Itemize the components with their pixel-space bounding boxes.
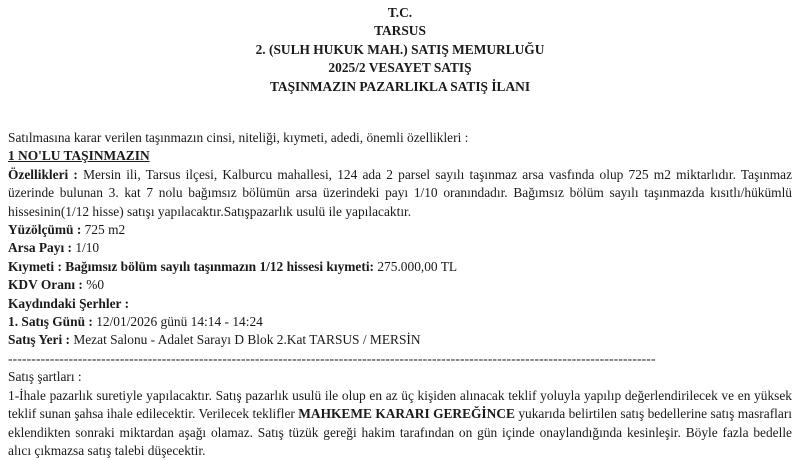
header-office: 2. (SULH HUKUK MAH.) SATIŞ MEMURLUĞU xyxy=(255,41,545,57)
land-share-label: Arsa Payı : xyxy=(8,240,72,256)
area-label: Yüzölçümü : xyxy=(8,222,82,238)
conditions-p1-emphasis: MAHKEME KARARI GEREĞİNCE xyxy=(298,406,515,422)
intro-text: Satılmasına karar verilen taşınmazın cinsi, niteliği, kıymeti, adedi, önemli özellikleri : xyxy=(8,130,469,145)
header-file-number: 2025/2 VESAYET SATIŞ xyxy=(328,60,472,76)
header-notice-title: TAŞINMAZIN PAZARLIKLA SATIŞ İLANI xyxy=(269,78,531,94)
sale-place-label: Satış Yeri : xyxy=(8,332,70,348)
sale-place-value: Mezat Salonu - Adalet Sarayı D Blok 2.Kat TARSUS / MERSİN xyxy=(69,332,421,348)
vat-label: KDV Oranı : xyxy=(8,277,83,293)
features-text: Mersin ili, Tarsus ilçesi, Kalburcu mahallesi, 124 ada 2 parsel sayılı taşınmaz arsa vasfında olup 725 m2 miktarlıdır. Taşınmaz üzerinde bulunan 3. kat 7 nolu bağımsız bölümün arsa üzerindeki payı 1/10 oranındadır. Bağımsız bölüm sayılı taşınmazda kısıtlı/hükümlü hissesinin(1/12 hisse) satışı yapılacaktır.Satışpazarlık usulü ile yapılacaktır. xyxy=(8,166,793,219)
separator-line: ------------------------------------------------------------------------------------------------------------------------------------------- xyxy=(8,350,656,366)
property-heading: 1 NO'LU TAŞINMAZIN xyxy=(8,148,150,164)
sale-date-label: 1. Satış Günü : xyxy=(8,314,93,330)
vat-row xyxy=(8,276,792,294)
land-share-row xyxy=(8,239,792,257)
land-share-value: 1/10 xyxy=(71,240,100,256)
conditions-p1-text-b: yukarıda belirtilen satış bedellerine satış masrafları eklendikten sonraki miktardan aşağı olamaz. Satış tüzük gereği hakim tarafından on gün içinde onaylandığında kesinleşir. Böyle fazla bedelle alıcı çıkmazsa satış talebi düşecektir. xyxy=(8,406,792,458)
conditions-p1-text-a: 1-İhale pazarlık suretiyle yapılacaktır. Satış pazarlık usulü ile olup en az üç kişiden alınacak teklif yoluyla yapılıp değerlendirilecek ve en yüksek teklif sunan şahsa ihale edilecektir. Verilecek teklifler xyxy=(8,387,792,422)
header-tc: T.C. xyxy=(387,5,413,20)
sale-date-value: 12/01/2026 günü 14:14 - 14:24 xyxy=(92,314,263,330)
vat-value: %0 xyxy=(82,277,105,293)
valuation-row xyxy=(8,258,792,276)
header-city: TARSUS xyxy=(374,23,426,39)
features-paragraph xyxy=(8,166,792,221)
area-value: 725 m2 xyxy=(81,222,126,238)
document-body xyxy=(8,129,792,460)
conditions-paragraph-1 xyxy=(8,387,792,460)
sale-place-row xyxy=(8,331,792,349)
document-header xyxy=(0,4,800,96)
area-row xyxy=(8,221,792,239)
valuation-label: Kıymeti : Bağımsız bölüm sayılı taşınmazın 1/12 hissesi kıymeti: xyxy=(8,258,375,274)
features-label: Özellikleri : xyxy=(8,166,78,182)
annotations-label: Kaydındaki Şerhler : xyxy=(8,295,130,311)
sale-date-row xyxy=(8,313,792,331)
conditions-heading: Satış şartları : xyxy=(8,369,82,385)
valuation-value: 275.000,00 TL xyxy=(374,258,458,274)
